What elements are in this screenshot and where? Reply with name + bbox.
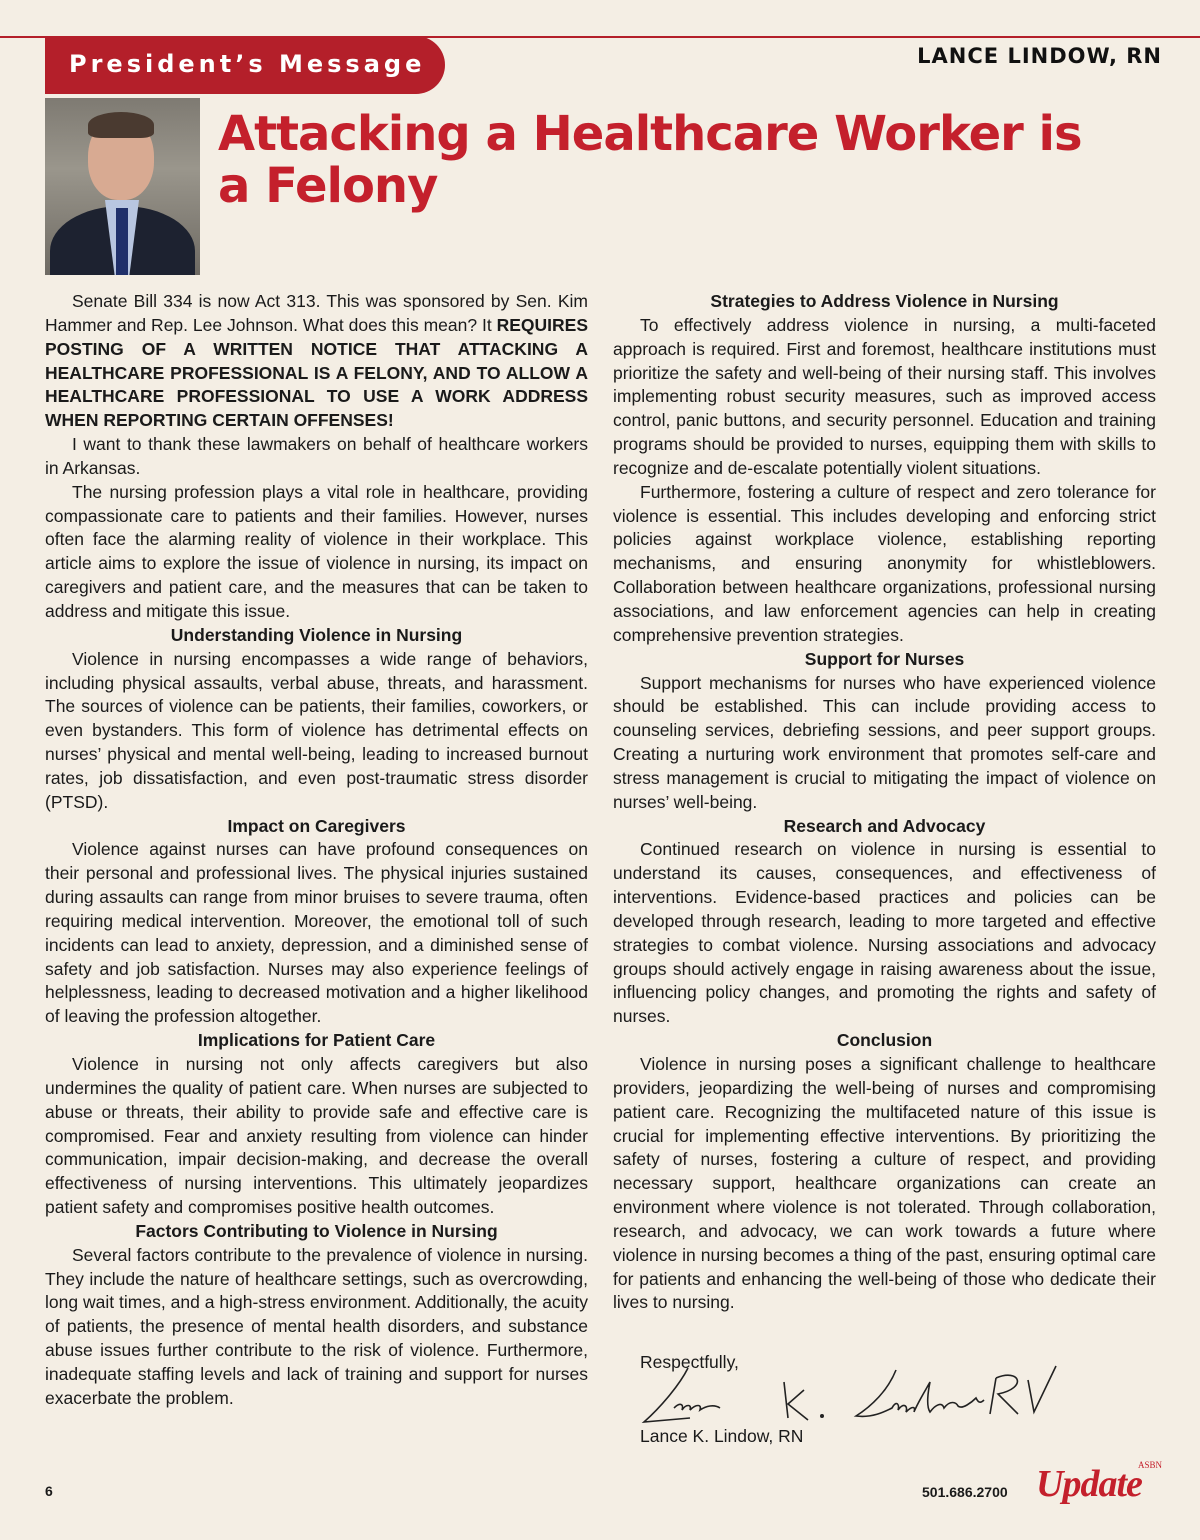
heading-strategies: Strategies to Address Violence in Nursing	[710, 291, 1059, 311]
research-paragraph: Continued research on violence in nursing is essential to understand its causes, consequences, and effectiveness of interventions. Evidence-based practices and policies can be developed through research, leading to more targeted and effective strategies to combat violence. Nursing associations and advocacy groups should actively engage in raising awareness about the issue, influencing policy changes, and promoting the rights and safety of nurses.	[613, 839, 1156, 1027]
heading-factors: Factors Contributing to Violence in Nursing	[135, 1220, 498, 1241]
overview-paragraph: The nursing profession plays a vital role in healthcare, providing compassionate care to patients and their families. However, nurses often face the alarming reality of violence in their workplace. This article aims to explore the issue of violence in nursing, its impact on caregivers and patient care, and the measures that can be taken to address and mitigate this issue.	[45, 481, 588, 621]
article-title: Attacking a Healthcare Worker is a Felony	[218, 106, 1082, 214]
factors-paragraph: Several factors contribute to the prevalence of violence in nursing. They include the nature of healthcare settings, such as overcrowding, long wait times, and a high-stress environment. Additionally, the acuity of patients, the presence of mental health disorders, and substance abuse issues further contribute to the risk of violence. Furthermore, inadequate staffing levels and lack of training and support for nurses exacerbate the problem.	[45, 1244, 588, 1408]
heading-conclusion: Conclusion	[836, 1030, 933, 1051]
strategies-paragraph-1: To effectively address violence in nursing, a multi-faceted approach is required. First and foremost, healthcare institutions must prioritize the safety and well-being of their nursing staff. This involves implementing robust security measures, such as improved access control, panic buttons, and security personnel. Education and training programs should be provided to nurses, equipping them with skills to recognize and de-escalate potentially violent situations.	[613, 314, 1156, 478]
intro-text: Senate Bill 334 is now Act 313. This was sponsored by Sen. Kim Hammer and Rep. Lee Johnson. What does this mean? It	[45, 291, 588, 335]
author-byline: LANCE LINDOW, RN	[917, 44, 1162, 68]
intro-emphasis: REQUIRES POSTING OF A WRITTEN NOTICE THAT ATTACKING A HEALTHCARE PROFESSIONAL IS A FELONY, AND TO ALLOW A HEALTHCARE PROFESSIONAL TO USE A WORK ADDRESS WHEN REPORTING CERTAIN OFFENSES!	[45, 314, 588, 431]
logo-title: Update	[1036, 1463, 1142, 1505]
footer-phone: 501.686.2700	[922, 1484, 1008, 1500]
heading-support: Support for Nurses	[804, 648, 965, 669]
logo-org: ASBN	[1137, 1460, 1162, 1470]
handwritten-signature	[636, 1360, 1076, 1432]
strategies-paragraph-2: Furthermore, fostering a culture of respect and zero tolerance for violence is essential. This includes developing and enforcing strict policies against workplace violence, establishing reporting mechanisms, and ensuring anonymity for whistleblowers. Collaboration between healthcare organizations, professional nursing associations, and law enforcement agencies can help in creating comprehensive prevention strategies.	[613, 481, 1156, 645]
publication-logo	[1036, 1460, 1166, 1504]
closing-salutation: Respectfully,	[640, 1352, 739, 1372]
conclusion-paragraph: Violence in nursing poses a significant challenge to healthcare providers, jeopardizing the well-being of nurses and compromising patient care. Recognizing the multifaceted nature of this issue is crucial for implementing effective interventions. By prioritizing the safety of nurses, fostering a culture of respect, and providing necessary support, healthcare organizations can create an environment where violence is not tolerated. Through collaboration, research, and advocacy, we can work towards a future where violence in nursing becomes a thing of the past, ensuring optimal care for patients and enhancing the well-being of those who dedicate their lives to nursing.	[613, 1054, 1156, 1313]
page-number: 6	[45, 1483, 53, 1499]
signed-name: Lance K. Lindow, RN	[640, 1426, 804, 1446]
heading-impact: Impact on Caregivers	[227, 815, 406, 836]
support-paragraph: Support mechanisms for nurses who have experienced violence should be established. This can include providing access to counseling services, debriefing sessions, and peer support groups. Creating a nurturing work environment that promotes self-care and stress management is crucial to mitigating the impact of violence on nurses’ well-being.	[613, 672, 1156, 812]
left-column	[45, 290, 588, 1411]
section-banner	[45, 36, 445, 94]
heading-implications: Implications for Patient Care	[197, 1030, 436, 1051]
section-label: President’s Message	[69, 50, 426, 78]
right-column	[613, 290, 1156, 1315]
thanks-paragraph: I want to thank these lawmakers on behalf of healthcare workers in Arkansas.	[45, 434, 588, 478]
understanding-paragraph: Violence in nursing encompasses a wide range of behaviors, including physical assaults, verbal abuse, threats, and harassment. The sources of violence can be patients, their families, coworkers, or even bystanders. This form of violence has detrimental effects on nurses’ physical and mental well-being, leading to increased burnout rates, job dissatisfaction, and even post-traumatic stress disorder (PTSD).	[45, 648, 588, 812]
author-photo	[45, 98, 200, 275]
heading-understanding: Understanding Violence in Nursing	[170, 624, 463, 645]
heading-research: Research and Advocacy	[783, 815, 986, 836]
implications-paragraph: Violence in nursing not only affects caregivers but also undermines the quality of patient care. When nurses are subjected to abuse or threats, their ability to provide safe and effective care is compromised. Fear and anxiety resulting from violence can hinder communication, impair decision-making, and decrease the overall effectiveness of nursing interventions. This ultimately jeopardizes patient safety and compromises positive health outcomes.	[45, 1054, 588, 1218]
impact-paragraph: Violence against nurses can have profound consequences on their personal and professional lives. The physical injuries sustained during assaults can range from minor bruises to severe trauma, often requiring medical intervention. Moreover, the emotional toll of such incidents can lead to anxiety, depression, and a diminished sense of safety and job satisfaction. Nurses may also experience feelings of helplessness, leading to decreased motivation and a higher likelihood of leaving the profession altogether.	[45, 839, 588, 1027]
intro-paragraph	[45, 290, 588, 433]
photo-hair	[88, 112, 154, 138]
photo-tie	[116, 208, 128, 275]
